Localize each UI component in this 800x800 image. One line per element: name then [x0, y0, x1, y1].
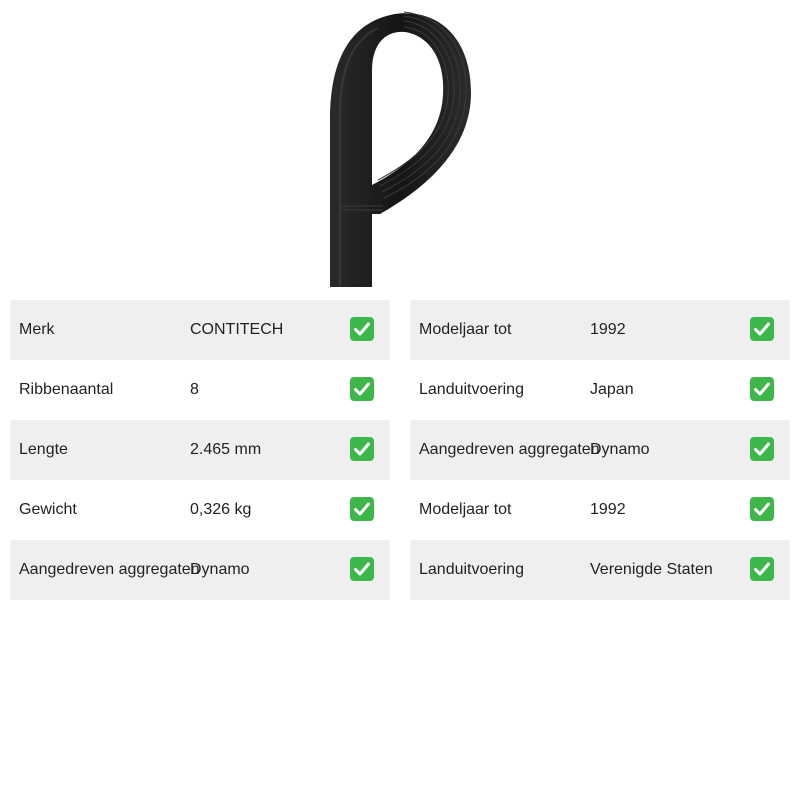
- spec-label: Lengte: [19, 441, 68, 458]
- spec-row: [10, 480, 390, 540]
- spec-row: [10, 540, 390, 600]
- spec-value: 2.465 mm: [190, 441, 262, 458]
- spec-label: Landuitvoering: [419, 381, 524, 398]
- spec-table-right: [410, 300, 790, 600]
- spec-value: Dynamo: [190, 561, 250, 578]
- check-mark-icon: [349, 316, 375, 342]
- check-mark-icon: [349, 376, 375, 402]
- spec-row: [410, 300, 790, 360]
- spec-value: 0,326 kg: [190, 501, 252, 518]
- spec-label: Landuitvoering: [419, 561, 524, 578]
- spec-label: Modeljaar tot: [419, 501, 512, 518]
- spec-row: [410, 540, 790, 600]
- check-mark-icon: [349, 496, 375, 522]
- check-mark-icon: [349, 556, 375, 582]
- spec-row: [10, 300, 390, 360]
- spec-row: [410, 360, 790, 420]
- spec-row: [10, 420, 390, 480]
- spec-value: 1992: [590, 501, 626, 518]
- check-mark-icon: [749, 496, 775, 522]
- spec-label: Modeljaar tot: [419, 321, 512, 338]
- spec-table-left: [10, 300, 390, 600]
- check-mark-icon: [749, 316, 775, 342]
- spec-row: [410, 480, 790, 540]
- spec-label: Aangedreven aggregaten: [419, 441, 600, 458]
- ribbed-v-belt-image: [300, 0, 500, 290]
- spec-label: Ribbenaantal: [19, 381, 114, 398]
- spec-label: Aangedreven aggregaten: [19, 561, 200, 578]
- spec-label: Gewicht: [19, 501, 77, 518]
- spec-row: [410, 420, 790, 480]
- spec-value: Japan: [590, 381, 634, 398]
- spec-value: Verenigde Staten: [590, 561, 713, 578]
- check-mark-icon: [749, 376, 775, 402]
- spec-value: 1992: [590, 321, 626, 338]
- spec-value: CONTITECH: [190, 321, 284, 338]
- spec-value: Dynamo: [590, 441, 650, 458]
- check-mark-icon: [749, 436, 775, 462]
- check-mark-icon: [749, 556, 775, 582]
- spec-value: 8: [190, 381, 199, 398]
- spec-row: [10, 360, 390, 420]
- check-mark-icon: [349, 436, 375, 462]
- spec-label: Merk: [19, 321, 55, 338]
